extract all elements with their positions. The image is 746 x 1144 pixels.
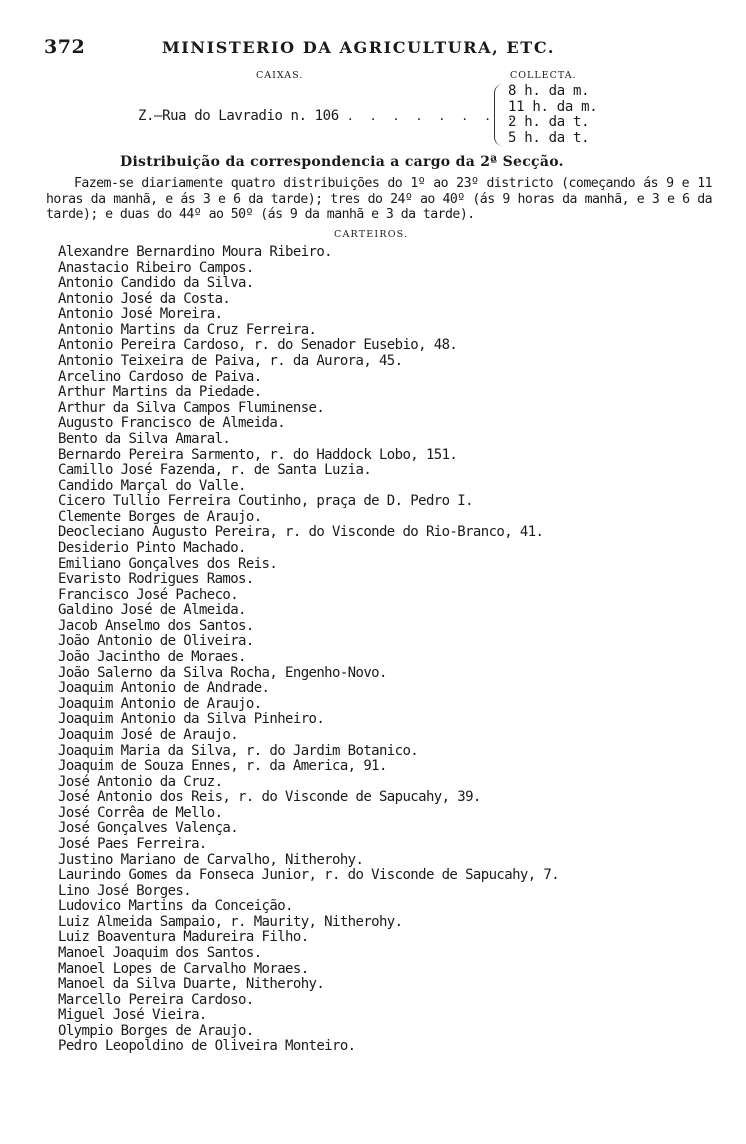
carteiro-entry: Marcello Pereira Cardoso. xyxy=(58,991,254,1008)
carteiro-entry: Cicero Tullio Ferreira Coutinho, praça de D. Pedro I. xyxy=(58,493,473,510)
carteiro-entry: Joaquim Antonio da Silva Pinheiro. xyxy=(58,711,325,728)
carteiro-entry: Laurindo Gomes da Fonseca Junior, r. do Visconde de Sapucahy, 7. xyxy=(58,867,560,884)
carteiro-entry: Arthur Martins da Piedade. xyxy=(58,384,262,401)
carteiro-entry: Arthur da Silva Campos Fluminense. xyxy=(58,399,325,416)
collection-times xyxy=(508,84,597,146)
carteiro-entry: Miguel José Vieira. xyxy=(58,1007,207,1024)
carteiro-entry: Desiderio Pinto Machado. xyxy=(58,539,246,556)
carteiro-entry: Joaquim José de Araujo. xyxy=(58,726,239,743)
carteiro-entry: Antonio José da Costa. xyxy=(58,290,231,307)
caixas-heading: CAIXAS. xyxy=(256,70,304,81)
carteiro-entry: Bernardo Pereira Sarmento, r. do Haddock Lobo, 151. xyxy=(58,446,458,463)
carteiro-entry: José Antonio dos Reis, r. do Visconde de Sapucahy, 39. xyxy=(58,789,481,806)
carteiro-entry: Jacob Anselmo dos Santos. xyxy=(58,617,254,634)
carteiro-entry: Justino Mariano de Carvalho, Nitherohy. xyxy=(58,851,364,868)
carteiro-entry: Antonio Pereira Cardoso, r. do Senador Eusebio, 48. xyxy=(58,337,458,354)
carteiro-entry: Augusto Francisco de Almeida. xyxy=(58,415,286,432)
box-entry xyxy=(0,84,746,148)
carteiro-entry: Camillo José Fazenda, r. de Santa Luzia. xyxy=(58,462,372,479)
carteiro-entry: Ludovico Martins da Conceição. xyxy=(58,898,293,915)
carteiro-entry: Alexandre Bernardino Moura Ribeiro. xyxy=(58,244,333,260)
carteiro-entry: Antonio Candido da Silva. xyxy=(58,275,254,292)
collection-time: 5 h. da t. xyxy=(508,129,590,146)
intro-paragraph: Fazem-se diariamente quatro distribuições do 1º ao 23º districto (começando ás 9 e 11 horas da manhã, e ás 3 e 6 da tarde); tres do 24º ao 40º (ás 9 horas da manhã, e 3 e 6 da tarde); e duas do 44º ao 50º (ás 9 da manhã e 3 da tarde). xyxy=(46,176,712,222)
carteiros-list xyxy=(58,245,698,1055)
carteiro-entry: Luiz Almeida Sampaio, r. Maurity, Nitherohy. xyxy=(58,913,403,930)
carteiro-entry: João Salerno da Silva Rocha, Engenho-Novo. xyxy=(58,664,387,681)
carteiro-entry: Antonio Martins da Cruz Ferreira. xyxy=(58,321,317,338)
carteiro-entry: Emiliano Gonçalves dos Reis. xyxy=(58,555,278,572)
carteiro-entry: Luiz Boaventura Madureira Filho. xyxy=(58,929,309,946)
carteiro-entry: José Antonio da Cruz. xyxy=(58,773,223,790)
carteiro-entry: Candido Marçal do Valle. xyxy=(58,477,246,494)
page-number: 372 xyxy=(44,36,86,58)
page-header xyxy=(44,36,684,60)
carteiro-entry: Joaquim Antonio de Andrade. xyxy=(58,680,270,697)
carteiro-entry: Manoel Lopes de Carvalho Moraes. xyxy=(58,960,309,977)
carteiro-entry: João Antonio de Oliveira. xyxy=(58,633,254,650)
carteiros-heading: CARTEIROS. xyxy=(334,229,409,240)
box-address: Z.—Rua do Lavradio n. 106 xyxy=(138,108,339,124)
carteiro-entry: Arcelino Cardoso de Paiva. xyxy=(58,368,262,385)
carteiro-entry: José Corrêa de Mello. xyxy=(58,804,223,821)
carteiro-entry: Evaristo Rodrigues Ramos. xyxy=(58,571,254,588)
column-headers xyxy=(0,70,746,84)
section-title: Distribuição da correspondencia a cargo da 2ª Secção. xyxy=(120,154,564,170)
carteiro-entry: Deocleciano Augusto Pereira, r. do Visconde do Rio-Branco, 41. xyxy=(58,524,544,541)
carteiro-entry: Anastacio Ribeiro Campos. xyxy=(58,259,254,276)
carteiro-entry: Francisco José Pacheco. xyxy=(58,586,239,603)
carteiro-entry: Antonio Teixeira de Paiva, r. da Aurora, 45. xyxy=(58,353,403,370)
collection-time: 2 h. da t. xyxy=(508,114,590,130)
leader-dots: . . . . . . . . xyxy=(348,108,520,124)
carteiro-entry: Antonio José Moreira. xyxy=(58,306,223,323)
carteiro-entry: Olympio Borges de Araujo. xyxy=(58,1022,254,1039)
carteiro-entry: Joaquim Maria da Silva, r. do Jardim Botanico. xyxy=(58,742,419,759)
carteiro-entry: Manoel Joaquim dos Santos. xyxy=(58,945,262,962)
carteiro-entry: Joaquim Antonio de Araujo. xyxy=(58,695,262,712)
brace-symbol xyxy=(494,84,503,146)
carteiro-entry: Galdino José de Almeida. xyxy=(58,602,246,619)
carteiro-entry: José Gonçalves Valença. xyxy=(58,820,239,837)
carteiro-entry: Lino José Borges. xyxy=(58,882,192,899)
carteiro-entry: Clemente Borges de Araujo. xyxy=(58,508,262,525)
carteiro-entry: João Jacintho de Moraes. xyxy=(58,649,246,666)
carteiro-entry: José Paes Ferreira. xyxy=(58,835,207,852)
carteiro-entry: Bento da Silva Amaral. xyxy=(58,430,231,447)
collecta-heading: COLLECTA. xyxy=(510,70,577,81)
carteiro-entry: Pedro Leopoldino de Oliveira Monteiro. xyxy=(58,1038,356,1055)
running-title: MINISTERIO DA AGRICULTURA, ETC. xyxy=(162,38,556,57)
carteiro-entry: Joaquim de Souza Ennes, r. da America, 91. xyxy=(58,758,387,775)
carteiro-entry: Manoel da Silva Duarte, Nitherohy. xyxy=(58,976,325,993)
collection-time: 8 h. da m. xyxy=(508,83,590,99)
collection-time: 11 h. da m. xyxy=(508,98,598,115)
